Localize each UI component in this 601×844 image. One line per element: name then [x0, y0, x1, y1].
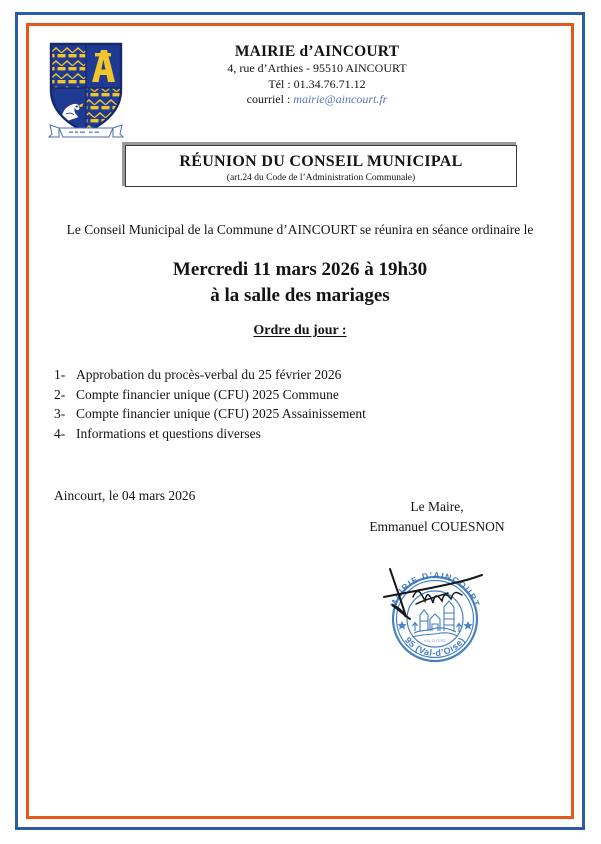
- list-item: [54, 365, 534, 385]
- agenda-heading: Ordre du jour :: [253, 323, 347, 338]
- meeting-details: [32, 257, 568, 309]
- agenda-item-text: Compte financier unique (CFU) 2025 Commune: [76, 386, 339, 402]
- stamp-center-caption: VAL D’OISE: [423, 639, 447, 643]
- agenda-item-number: 4-: [54, 425, 66, 441]
- agenda-heading-wrap: [32, 321, 568, 339]
- list-item: [54, 424, 534, 444]
- stamp-top-text: MAIRIE D’AINCOURT: [387, 569, 483, 609]
- coat-of-arms-icon: [45, 40, 127, 140]
- email-label: courriel :: [246, 92, 294, 106]
- place-and-date: Aincourt, le 04 mars 2026: [54, 488, 196, 503]
- organization-phone: Tél : 01.34.76.71.12: [268, 76, 366, 91]
- letterhead: [32, 29, 568, 144]
- organization-email-line: [152, 92, 482, 108]
- agenda-item-text: Informations et questions diverses: [76, 425, 261, 441]
- list-item: [54, 404, 534, 424]
- agenda-list: [54, 365, 534, 443]
- intro-paragraph: Le Conseil Municipal de la Commune d’AINCOURT se réunira en séance ordinaire le: [66, 222, 534, 237]
- signature-block: [332, 497, 542, 537]
- agenda-item-number: 2-: [54, 386, 66, 402]
- list-item: [54, 385, 534, 405]
- signatory-role: Le Maire,: [410, 499, 464, 514]
- agenda-item-text: Approbation du procès-verbal du 25 février 2026: [76, 367, 342, 382]
- title-box: [125, 145, 517, 187]
- official-stamp: [370, 557, 500, 667]
- document-content: [32, 29, 568, 813]
- letterhead-text: [152, 42, 482, 108]
- title-box-container: [122, 142, 518, 188]
- page-title: RÉUNION DU CONSEIL MUNICIPAL: [179, 153, 463, 170]
- meeting-place: à la salle des mariages: [210, 285, 390, 306]
- organization-address: 4, rue d’Arthies - 95510 AINCOURT: [227, 61, 407, 75]
- page-subtitle: (art.24 du Code de l’Administration Communale): [226, 173, 416, 183]
- organization-name: MAIRIE d’AINCOURT: [234, 43, 400, 60]
- email-link[interactable]: mairie@aincourt.fr: [293, 92, 388, 106]
- stamp-bottom-text: 95 (Val-d’Oise): [402, 635, 467, 659]
- agenda-item-number: 1-: [54, 367, 66, 382]
- meeting-datetime: Mercredi 11 mars 2026 à 19h30: [172, 259, 428, 280]
- agenda-item-number: 3-: [54, 406, 66, 421]
- agenda-item-text: Compte financier unique (CFU) 2025 Assainissement: [76, 406, 366, 421]
- signatory-name: Emmanuel COUESNON: [369, 519, 505, 534]
